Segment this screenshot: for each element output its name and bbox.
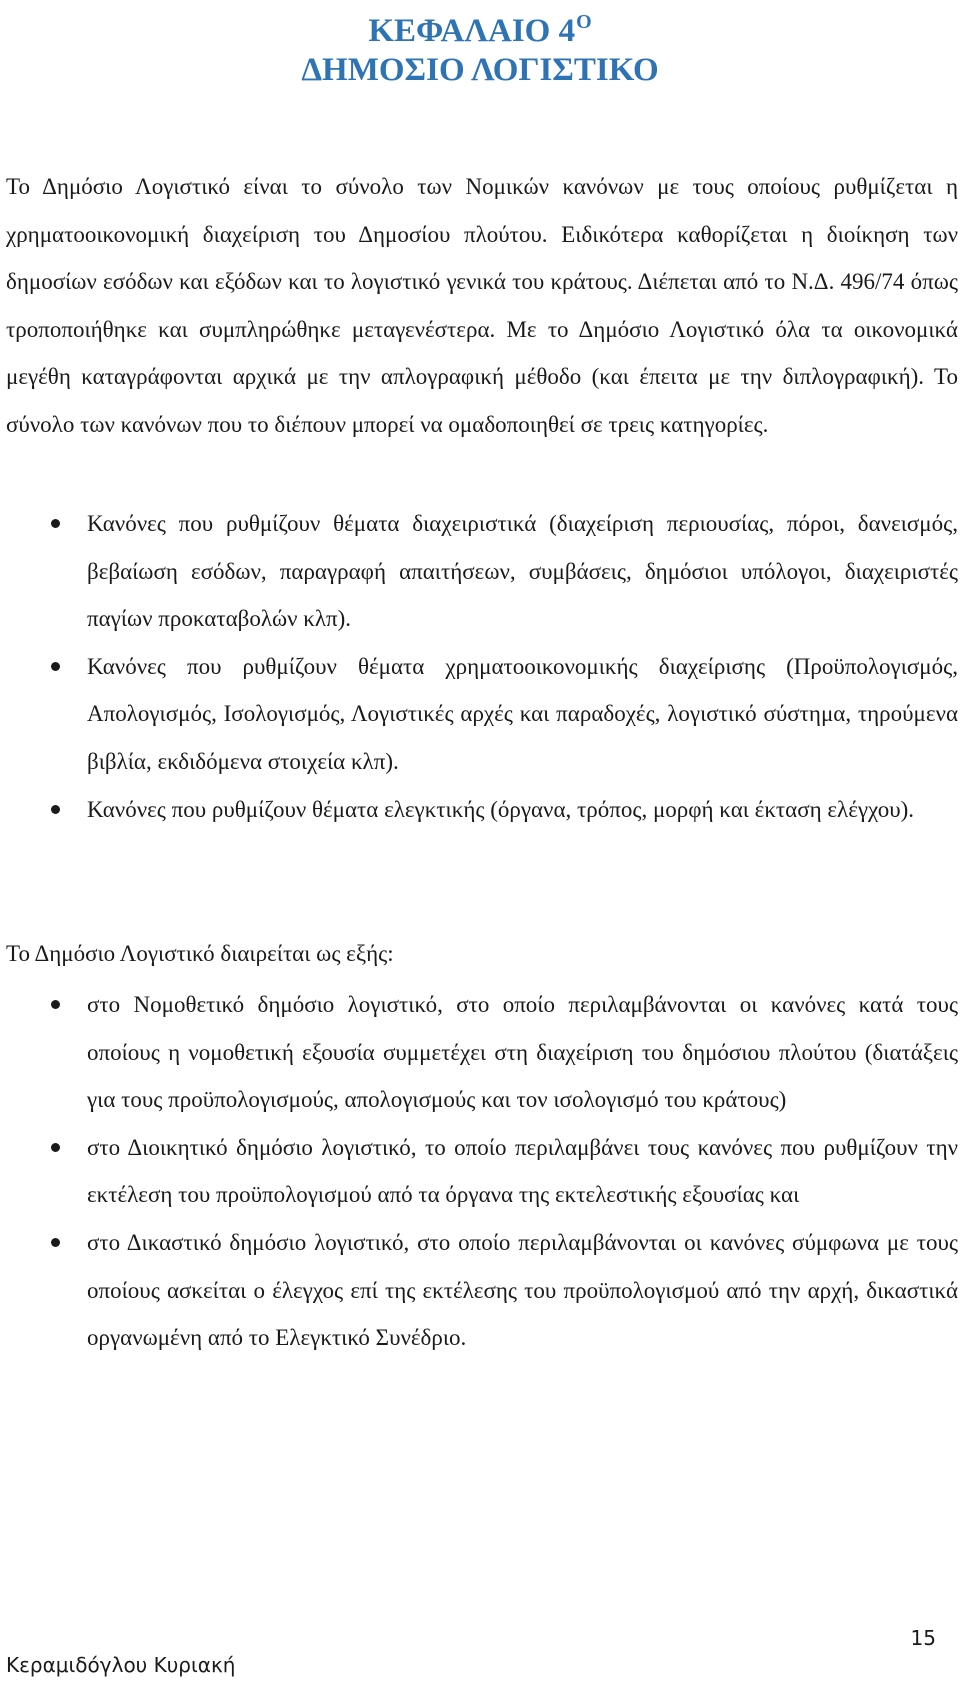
list-item [6,786,958,834]
division-list [6,981,958,1362]
division-lead: Το Δημόσιο Λογιστικό διαιρείται ως εξής: [6,941,394,966]
list-item [6,1219,958,1362]
chapter-title [0,0,960,53]
chapter-title-text: ΚΕΦΑΛΑΙΟ 4 [368,13,576,49]
intro-paragraph: Το Δημόσιο Λογιστικό είναι το σύνολο των Νομικών κανόνων με τους οποίους ρυθμίζεται η χρηματοοικονομική διαχείριση του Δημοσίου πλούτου. Ειδικότερα καθορίζεται η διοίκηση των δημοσίων εσόδων και εξόδων και το λογιστικό γενικά του κράτους. Διέπεται από το Ν.Δ. 496/74 όπως τροποποιήθηκε και συμπληρώθηκε μεταγενέστερα. Με το Δημόσιο Λογιστικό όλα τα οικονομικά μεγέθη καταγράφονται αρχικά με την απλογραφική μέθοδο (και έπειτα με την διπλογραφική). Το σύνολο των κανόνων που το διέπουν μπορεί να ομαδοποιηθεί σε τρεις κατηγορίες. [6,174,958,437]
list-item [6,500,958,643]
list-item [6,1124,958,1219]
bullet-icon [51,662,60,671]
list-item-text: στο Νομοθετικό δημόσιο λογιστικό, στο οποίο περιλαμβάνονται οι κανόνες κατά τους οποίους η νομοθετική εξουσία συμμετέχει στη διαχείριση του δημόσιου πλούτου (διατάξεις για τους προϋπολογισμούς, απολογισμούς και τον ισολογισμό του κράτους) [87,992,958,1113]
list-item-text: Κανόνες που ρυθμίζουν θέματα χρηματοοικονομικής διαχείρισης (Προϋπολογισμός, Απολογισμός, Ισολογισμός, Λογιστικές αρχές και παραδοχές, λογιστικό σύστημα, τηρούμενα βιβλία, εκδιδόμενα στοιχεία κλπ). [87,653,958,774]
bullet-icon [51,519,60,528]
list-item [6,643,958,786]
list-item [6,981,958,1124]
list-item-text: στο Δικαστικό δημόσιο λογιστικό, στο οποίο περιλαμβάνονται οι κανόνες σύμφωνα με τους οποίους ασκείται ο έλεγχος επί της εκτέλεσης του προϋπολογισμού από την αρχή, δικαστικά οργανωμένη από το Ελεγκτικό Συνέδριο. [87,1229,958,1351]
list-item-text: Κανόνες που ρυθμίζουν θέματα διαχειριστικά (διαχείριση περιουσίας, πόροι, δανεισμός, βεβαίωση εσόδων, παραγραφή απαιτήσεων, συμβάσεις, δημόσιοι υπόλογοι, διαχειριστές παγίων προκαταβολών κλπ). [87,511,958,632]
list-item-text: Κανόνες που ρυθμίζουν θέματα ελεγκτικής (όργανα, τρόπος, μορφή και έκταση ελέγχου). [87,796,915,822]
bullet-icon [51,1000,60,1009]
list-item-text: στο Διοικητικό δημόσιο λογιστικό, το οποίο περιλαμβάνει τους κανόνες που ρυθμίζουν την εκτέλεση του προϋπολογισμού από τα όργανα της εκτελεστικής εξουσίας και [87,1134,958,1208]
chapter-title-superscript: Ο [576,11,592,33]
footer-author: Κεραμιδόγλου Κυριακή [6,1653,236,1677]
section-title: ΔΗΜΟΣΙΟ ΛΟΓΙΣΤΙΚΟ [301,52,659,88]
page-number: 15 [910,1626,936,1650]
rule-categories-list [6,500,958,833]
bullet-icon [51,1143,60,1152]
bullet-icon [51,1238,60,1247]
bullet-icon [51,805,60,814]
